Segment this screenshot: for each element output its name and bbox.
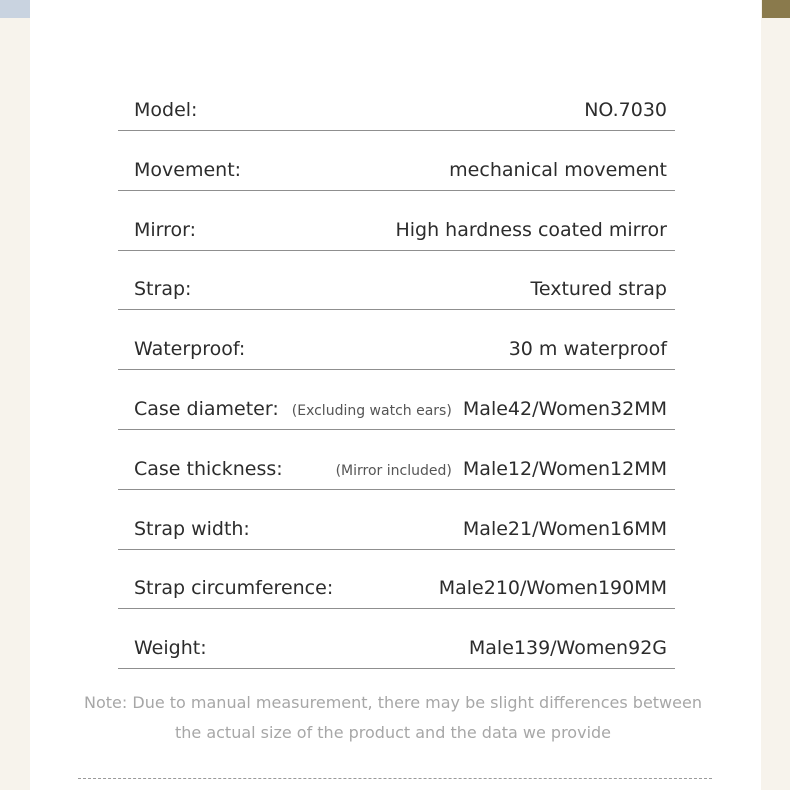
spec-value-waterproof: 30 m waterproof [508,338,667,361]
spec-note-case-thickness: (Mirror included) [335,462,452,479]
spec-row-case-thickness [118,431,675,490]
spec-table [118,72,675,670]
spec-value-mirror: High hardness coated mirror [395,218,667,241]
spec-row-mirror [118,192,675,251]
spec-value-strap-circumference: Male210/Women190MM [438,577,667,600]
background-corner-left [0,0,30,18]
spec-label-strap-circumference: Strap circumference: [134,577,334,600]
spec-row-model [118,72,675,131]
spec-label-case-diameter: Case diameter: [134,397,279,420]
spec-row-waterproof [118,311,675,370]
spec-note-case-diameter: (Excluding watch ears) [291,402,452,419]
spec-row-strap [118,251,675,310]
spec-label-model: Model: [134,99,198,121]
spec-row-strap-width [118,491,675,550]
spec-label-case-thickness: Case thickness: [134,457,283,480]
spec-row-movement [118,132,675,191]
spec-label-waterproof: Waterproof: [134,338,246,361]
spec-label-mirror: Mirror: [134,218,197,241]
spec-row-case-diameter [118,371,675,430]
measurement-note [80,688,706,748]
spec-value-model: NO.7030 [584,99,667,121]
background-corner-right [762,0,790,18]
spec-value-case-diameter: Male42/Women32MM [462,397,667,420]
spec-label-strap: Strap: [134,278,192,301]
dashed-divider [78,778,712,779]
spec-label-weight: Weight: [134,637,207,660]
measurement-note-line-1: Note: Due to manual measurement, there may be slight differences between [84,693,702,712]
measurement-note-line-2: the actual size of the product and the data we provide [174,723,612,742]
spec-value-movement: mechanical movement [449,158,667,181]
spec-value-weight: Male139/Women92G [468,637,667,660]
spec-row-weight [118,610,675,669]
spec-label-movement: Movement: [134,158,242,181]
spec-value-strap: Textured strap [530,278,667,301]
spec-value-strap-width: Male21/Women16MM [462,517,667,540]
spec-row-strap-circumference [118,550,675,609]
spec-label-strap-width: Strap width: [134,517,250,540]
spec-value-case-thickness: Male12/Women12MM [462,457,667,480]
